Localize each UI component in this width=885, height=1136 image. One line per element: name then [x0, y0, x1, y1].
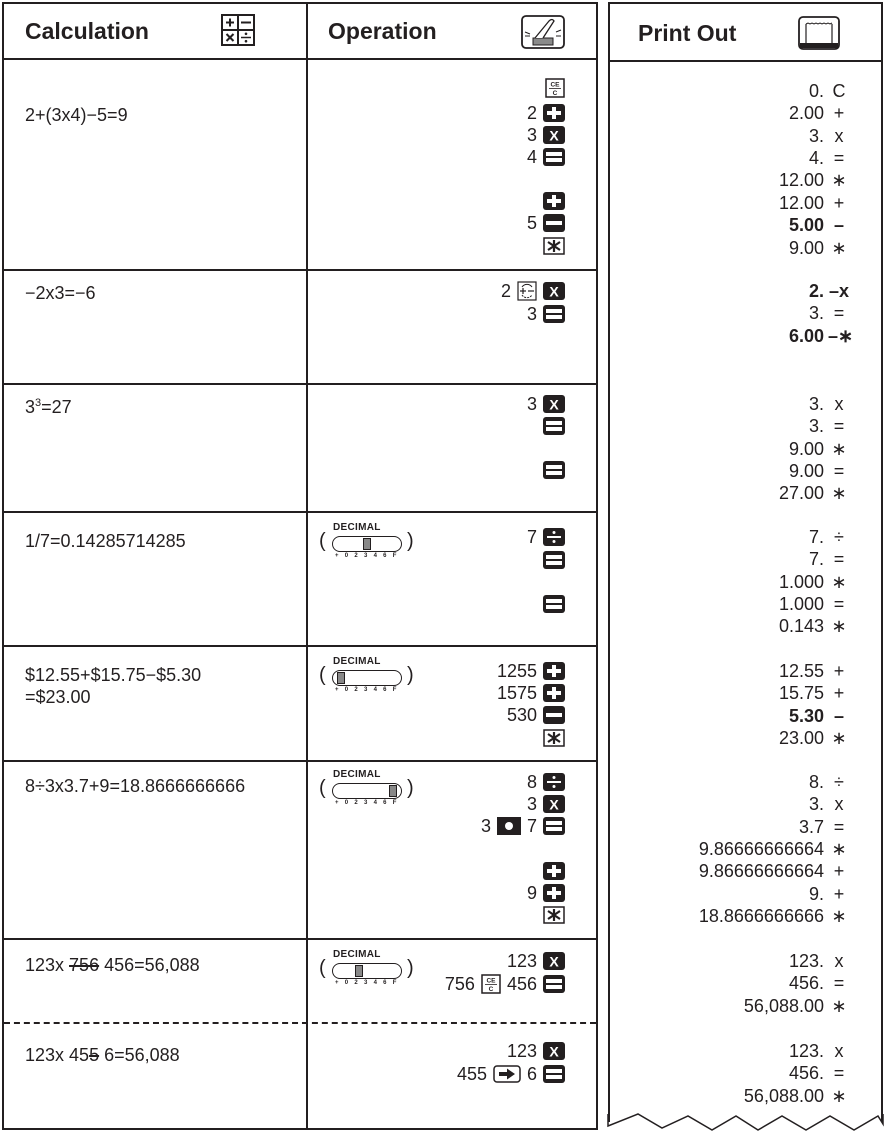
- printed-value: 0.: [808, 80, 824, 101]
- printout-line: [699, 905, 850, 928]
- multiply-key-icon: [543, 795, 565, 813]
- printout-line: [779, 727, 850, 750]
- decimal-slider-knob[interactable]: [389, 785, 397, 797]
- plus-key-icon: [543, 662, 565, 680]
- printed-value: 15.75: [778, 683, 824, 704]
- header-divider: [610, 60, 881, 62]
- operation-step: [543, 593, 565, 616]
- printed-value: 27.00: [778, 483, 824, 504]
- plus-key-icon: [543, 884, 565, 902]
- svg-text:X: X: [549, 283, 559, 300]
- row-divider: [4, 511, 596, 513]
- printout-line: [779, 616, 850, 639]
- entered-number: 3: [526, 303, 537, 324]
- printed-value: 4.: [808, 147, 824, 168]
- plus-key-icon: [543, 684, 565, 702]
- operation-step: [501, 280, 565, 303]
- equals-key-icon: [543, 461, 565, 479]
- equals-key-icon: [543, 551, 565, 569]
- printed-value: 7.: [808, 549, 824, 570]
- printed-value: 12.00: [778, 170, 824, 191]
- equals-key-icon: [543, 817, 565, 835]
- header-divider: [4, 58, 596, 60]
- multiply-key-icon: [543, 126, 565, 144]
- decimal-selector[interactable]: DECIMAL ( ) + 0 2 3 4 6 F: [319, 656, 414, 693]
- plus-key-icon: [543, 862, 565, 880]
- calculation-text: 8÷3x3.7+9=18.8666666666: [25, 776, 246, 796]
- entered-number: 2: [526, 102, 537, 123]
- operation-step: [497, 660, 565, 683]
- operation-step: [543, 415, 565, 438]
- equals-key-icon: [543, 305, 565, 323]
- printed-value: 8.: [808, 771, 824, 792]
- printed-symbol: x: [834, 393, 844, 414]
- printout-header: Print Out: [638, 20, 737, 46]
- printout-line: [809, 147, 850, 170]
- entered-number: 123: [506, 1040, 537, 1061]
- dashed-row-divider: [4, 1022, 596, 1024]
- printed-value: 9.00: [788, 237, 824, 258]
- printed-value: 2.: [808, 280, 824, 301]
- total-key-icon: [543, 237, 565, 255]
- total-key-icon: [543, 729, 565, 747]
- printed-symbol: ∗: [831, 616, 847, 637]
- operation-step: [543, 860, 565, 883]
- printed-symbol: +: [833, 861, 845, 882]
- multiply-key-icon: [543, 395, 565, 413]
- printout-line: [779, 660, 850, 683]
- calculation-text: $3^3=27$: [25, 397, 72, 417]
- plus-key-icon: [543, 104, 565, 122]
- printed-symbol: =: [833, 147, 845, 168]
- printed-symbol: ÷: [834, 526, 844, 547]
- entered-number: 3: [526, 393, 537, 414]
- printed-symbol: C: [832, 80, 846, 101]
- printed-value: 9.00: [788, 460, 824, 481]
- entered-number: 3: [526, 793, 537, 814]
- equals-key-icon: [543, 975, 565, 993]
- entered-number: 7: [526, 815, 537, 836]
- printout-line: [809, 302, 850, 325]
- row-divider: [4, 645, 596, 647]
- operation-step: [543, 549, 565, 572]
- printed-value: 5.00: [788, 215, 824, 236]
- operation-step: [527, 212, 565, 235]
- printed-value: 5.30: [788, 705, 824, 726]
- printed-value: 3.: [808, 125, 824, 146]
- entered-number: 1255: [496, 660, 537, 681]
- sign-change-key-icon: [517, 281, 537, 301]
- printout-line: [744, 995, 850, 1018]
- equals-key-icon: [543, 595, 565, 613]
- printout-line: [789, 1040, 850, 1063]
- printout-line: [809, 548, 850, 571]
- printout-line: [789, 438, 850, 461]
- printout-line: [789, 237, 850, 260]
- column-divider: [306, 4, 308, 1128]
- printed-symbol: =: [833, 593, 845, 614]
- printed-symbol: ∗: [831, 727, 847, 748]
- torn-paper-edge: [606, 1112, 885, 1136]
- calculation-text: 123x 455 6=56,088: [25, 1045, 180, 1065]
- printout-line: [788, 325, 854, 348]
- entered-number: 455: [456, 1063, 487, 1084]
- svg-text:C: C: [488, 986, 494, 994]
- operation-step: [527, 882, 565, 905]
- operation-step: [527, 526, 565, 549]
- printed-symbol: –: [833, 705, 844, 726]
- printout-line: [779, 593, 850, 616]
- operation-step: [527, 303, 565, 326]
- printed-value: 2.00: [788, 103, 824, 124]
- multiply-key-icon: [543, 1042, 565, 1060]
- printed-symbol: =: [833, 816, 845, 837]
- printout-line: [779, 571, 850, 594]
- printout-line: [809, 415, 850, 438]
- printed-symbol: +: [833, 683, 845, 704]
- printed-value: 3.7: [798, 816, 824, 837]
- printed-value: 9.: [808, 883, 824, 904]
- operation-step: [507, 950, 565, 973]
- printed-value: 18.8666666666: [698, 906, 824, 927]
- struck-digits: 756: [69, 955, 100, 975]
- row-divider: [4, 760, 596, 762]
- printed-value: 56,088.00: [743, 995, 824, 1016]
- printed-symbol: x: [834, 794, 844, 815]
- printed-symbol: ∗: [831, 571, 847, 592]
- calculation-text: $12.55+$15.75−$5.30 =$23.00: [25, 665, 202, 707]
- entered-number: 456: [506, 973, 537, 994]
- printed-symbol: +: [833, 103, 845, 124]
- operation-step: [527, 102, 565, 125]
- decimal-slider-knob[interactable]: [363, 538, 371, 550]
- entered-number: 3: [480, 815, 491, 836]
- calculation-text: −2x3=−6: [25, 283, 96, 303]
- printout-line: [779, 170, 850, 193]
- operation-step: [543, 904, 565, 927]
- svg-text:X: X: [549, 1043, 559, 1060]
- decimal-selector[interactable]: DECIMAL ( ) + 0 2 3 4 6 F: [319, 949, 414, 986]
- entered-number: 6: [526, 1063, 537, 1084]
- printed-value: 123.: [788, 950, 824, 971]
- printout-line: [789, 950, 850, 973]
- operation-step: [481, 815, 565, 838]
- operation-step: [527, 793, 565, 816]
- printed-symbol: =: [833, 973, 845, 994]
- svg-text:X: X: [549, 953, 559, 970]
- printed-symbol: ∗: [831, 170, 847, 191]
- divide-key-icon: [543, 528, 565, 546]
- calculation-header: Calculation: [25, 18, 149, 44]
- operation-step: [445, 973, 565, 996]
- svg-text:CE: CE: [486, 977, 496, 985]
- printed-symbol: =: [833, 1063, 845, 1084]
- divide-key-icon: [543, 773, 565, 791]
- printed-value: 23.00: [778, 727, 824, 748]
- entered-number: 1575: [496, 682, 537, 703]
- calculation-text: 123x 756 456=56,088: [25, 955, 200, 975]
- entered-number: 4: [526, 146, 537, 167]
- printout-line: [789, 1062, 850, 1085]
- minus-key-icon: [543, 214, 565, 232]
- printout-line: [809, 80, 850, 103]
- entered-number: 9: [526, 882, 537, 903]
- operation-step: [527, 124, 565, 147]
- printed-symbol: –x: [828, 280, 850, 301]
- printed-value: 1.000: [778, 571, 824, 592]
- entered-number: 5: [526, 212, 537, 233]
- printout-line: [789, 214, 850, 237]
- printout-line: [809, 393, 850, 416]
- operation-header: Operation: [328, 18, 437, 44]
- printout-line: [809, 280, 850, 303]
- printed-symbol: =: [833, 303, 845, 324]
- operation-step: [527, 393, 565, 416]
- printed-symbol: –: [833, 215, 844, 236]
- printout-line: [809, 771, 850, 794]
- operation-step: [507, 704, 565, 727]
- printout-line: [809, 883, 850, 906]
- printed-symbol: +: [833, 883, 845, 904]
- printout-line: [789, 460, 850, 483]
- printed-value: 9.86666666664: [698, 838, 824, 859]
- printed-symbol: ∗: [831, 237, 847, 258]
- ce-c-key-icon: [545, 78, 565, 98]
- printout-line: [789, 705, 850, 728]
- printed-symbol: ∗: [831, 995, 847, 1016]
- operation-step: [543, 727, 565, 750]
- operation-step: [545, 77, 565, 100]
- printout-line: [789, 972, 850, 995]
- svg-text:CE: CE: [550, 81, 560, 89]
- printed-symbol: +: [833, 192, 845, 213]
- printed-value: 3.: [808, 303, 824, 324]
- printed-symbol: ÷: [834, 771, 844, 792]
- printed-symbol: x: [834, 1040, 844, 1061]
- printout-line: [699, 838, 850, 861]
- printed-value: 0.143: [778, 616, 824, 637]
- ce-c-key-icon: [481, 974, 501, 994]
- printout-line: [809, 793, 850, 816]
- printed-symbol: ∗: [831, 483, 847, 504]
- printout-line: [799, 816, 850, 839]
- printed-symbol: –∗: [828, 325, 854, 346]
- operation-step: [543, 235, 565, 258]
- operation-step: [497, 682, 565, 705]
- entered-number: 123: [506, 950, 537, 971]
- finger-pressing-key-icon: [521, 15, 565, 54]
- printout-line: [809, 526, 850, 549]
- printed-value: 12.55: [778, 660, 824, 681]
- arithmetic-operators-icon: [221, 14, 255, 51]
- printed-symbol: =: [833, 460, 845, 481]
- equals-key-icon: [543, 1065, 565, 1083]
- printout-line: [779, 682, 850, 705]
- struck-digits: 5: [89, 1045, 100, 1065]
- decimal-point-key-icon: [497, 817, 521, 835]
- printed-symbol: x: [834, 125, 844, 146]
- svg-text:C: C: [552, 90, 558, 98]
- printed-symbol: ∗: [831, 438, 847, 459]
- operation-step: [543, 459, 565, 482]
- printed-symbol: +: [833, 660, 845, 681]
- printed-value: 9.86666666664: [698, 861, 824, 882]
- printed-value: 12.00: [778, 192, 824, 213]
- multiply-key-icon: [543, 952, 565, 970]
- operation-step: [507, 1040, 565, 1063]
- multiply-key-icon: [543, 282, 565, 300]
- row-divider: [4, 383, 596, 385]
- printed-value: 3.: [808, 794, 824, 815]
- printed-symbol: ∗: [831, 838, 847, 859]
- row-divider: [4, 938, 596, 940]
- printout-line: [779, 192, 850, 215]
- decimal-slider-knob[interactable]: [355, 965, 363, 977]
- svg-text:X: X: [549, 396, 559, 413]
- decimal-slider-knob[interactable]: [337, 672, 345, 684]
- printed-value: 6.00: [788, 325, 824, 346]
- equals-key-icon: [543, 417, 565, 435]
- calculation-text: 2+(3x4)−5=9: [25, 105, 128, 125]
- decimal-selector[interactable]: DECIMAL ( ) + 0 2 3 4 6 F: [319, 769, 414, 806]
- backspace-arrow-key-icon: [493, 1065, 521, 1083]
- operation-step: [457, 1063, 565, 1086]
- printed-symbol: x: [834, 950, 844, 971]
- printed-value: 56,088.00: [743, 1085, 824, 1106]
- printed-value: 9.00: [788, 438, 824, 459]
- calculation-text: 1/7=0.14285714285: [25, 531, 186, 551]
- printed-value: 3.: [808, 416, 824, 437]
- row-divider: [4, 269, 596, 271]
- total-key-icon: [543, 906, 565, 924]
- printout-line: [779, 483, 850, 506]
- entered-number: 7: [526, 526, 537, 547]
- printed-value: 1.000: [778, 593, 824, 614]
- printed-value: 456.: [788, 973, 824, 994]
- operation-step: [527, 771, 565, 794]
- decimal-selector[interactable]: DECIMAL ( ) + 0 2 3 4 6 F: [319, 522, 414, 559]
- entered-number: 756: [444, 973, 475, 994]
- printed-symbol: ∗: [831, 906, 847, 927]
- paper-roll-icon: [798, 16, 840, 55]
- operation-step: [543, 190, 565, 213]
- printed-symbol: =: [833, 549, 845, 570]
- printed-value: 456.: [788, 1063, 824, 1084]
- svg-text:X: X: [549, 127, 559, 144]
- entered-number: 530: [506, 704, 537, 725]
- printed-value: 7.: [808, 526, 824, 547]
- printout-line: [789, 102, 850, 125]
- printed-value: 123.: [788, 1040, 824, 1061]
- entered-number: 2: [500, 280, 511, 301]
- plus-key-icon: [543, 192, 565, 210]
- printout-line: [744, 1085, 850, 1108]
- equals-key-icon: [543, 148, 565, 166]
- printout-line: [699, 861, 850, 884]
- entered-number: 8: [526, 771, 537, 792]
- printout-line: [809, 125, 850, 148]
- svg-text:X: X: [549, 796, 559, 813]
- printed-symbol: =: [833, 416, 845, 437]
- printed-symbol: ∗: [831, 1085, 847, 1106]
- printed-value: 3.: [808, 393, 824, 414]
- operation-step: [527, 146, 565, 169]
- entered-number: 3: [526, 124, 537, 145]
- minus-key-icon: [543, 706, 565, 724]
